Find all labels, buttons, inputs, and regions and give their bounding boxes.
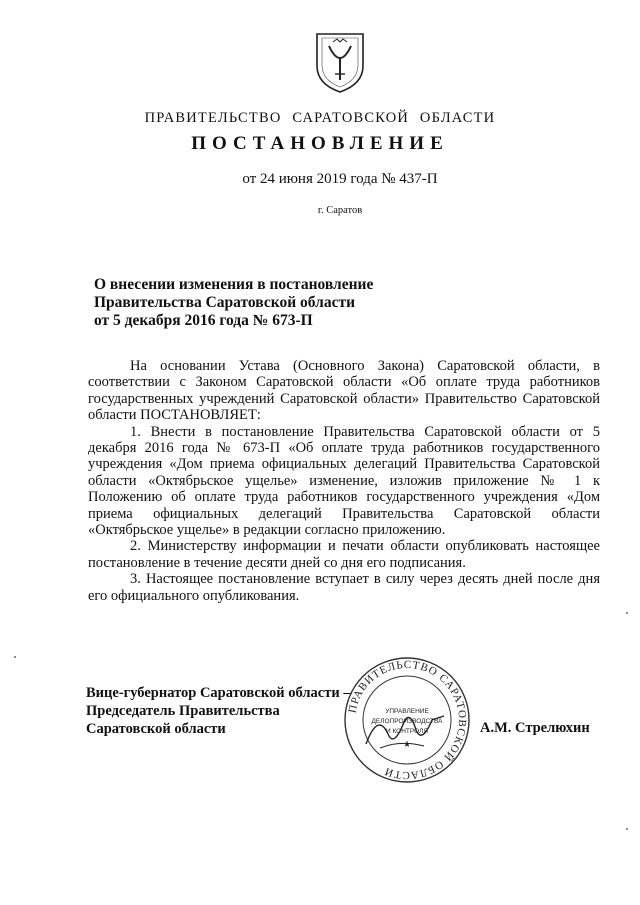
signatory-line: Вице-губернатор Саратовской области –: [86, 685, 351, 701]
signatory-position: [86, 684, 386, 738]
stamp-center-line: УПРАВЛЕНИЕ: [385, 708, 429, 715]
stamp-center-line: И КОНТРОЛЯ: [385, 728, 429, 735]
handwritten-signature: [360, 700, 450, 760]
item-2-paragraph: 2. Министерству информации и печати области опубликовать настоящее постановление в течение десяти дней со дня его подписания.: [88, 538, 600, 571]
document-city: г. Саратов: [317, 205, 363, 216]
scan-speck: [626, 828, 628, 830]
title-line: от 5 декабря 2016 года № 673-П: [94, 312, 313, 329]
scan-speck: [626, 612, 628, 614]
stamp-ring-text: ПРАВИТЕЛЬСТВО САРАТОВСКОЙ ОБЛАСТИ: [346, 658, 469, 782]
item-3-paragraph: 3. Настоящее постановление вступает в силу через десять дней после дня его официального опубликования.: [88, 571, 600, 604]
coat-of-arms-icon: [313, 30, 367, 94]
title-line: О внесении изменения в постановление: [94, 276, 374, 293]
item-1-paragraph: 1. Внести в постановление Правительства Саратовской области от 5 декабря 2016 года № 673-П «Об оплате труда работников государственного учреждения «Дом приема официальных делегаций Правительства Саратовской области «Октябрьское ущелье» изменение, изложив приложение № 1 к Положению об оплате труда работников государственного учреждения «Дом приема официальных делегаций Правительства Саратовской области «Октябрьское ущелье» в редакции согласно приложению.: [88, 423, 600, 539]
signatory-line: Председатель Правительства: [86, 703, 280, 719]
document-title: [94, 276, 424, 330]
signatory-line: Саратовской области: [86, 721, 226, 737]
signatory-name: А.М. Стрелюхин: [480, 720, 590, 736]
svg-text:★: ★: [402, 739, 412, 749]
document-date-number: от 24 июня 2019 года № 437-П: [242, 171, 438, 187]
stamp-center-line: ДЕЛОПРОИЗВОДСТВА: [371, 718, 443, 725]
document-body: [88, 358, 600, 604]
title-line: Правительства Саратовской области: [94, 294, 355, 311]
document-type: ПОСТАНОВЛЕНИЕ: [191, 133, 449, 154]
government-name: ПРАВИТЕЛЬСТВО САРАТОВСКОЙ ОБЛАСТИ: [144, 110, 496, 126]
scan-speck: [14, 656, 16, 658]
preamble-paragraph: На основании Устава (Основного Закона) Саратовской области, в соответствии с Законом Саратовской области «Об оплате труда работников государственных учреждений Саратовской области» Правительство Саратовской области ПОСТАНОВЛЯЕТ:: [88, 358, 600, 424]
